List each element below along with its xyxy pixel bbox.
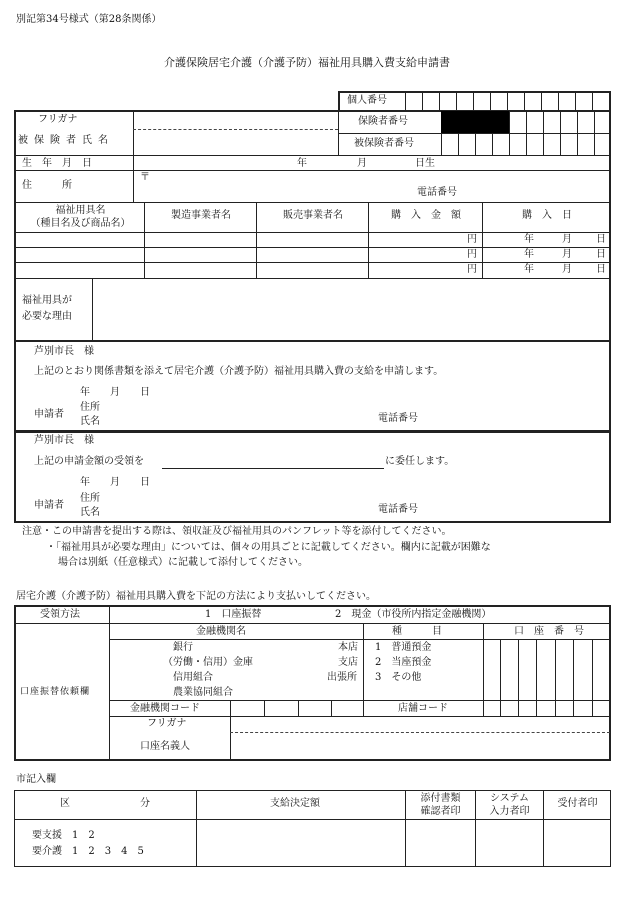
row2-year: 年 [524,249,534,260]
col-date-header: 購 入 日 [522,210,572,221]
insured-number-label: 被保険者番号 [354,138,414,149]
request-statement: 上記のとおり関係書類を添えて居宅介護（介護予防）福祉用具購入費の支給を申請します。 [34,366,444,377]
col-seller-header: 販売事業者名 [283,210,343,221]
reason-label: 福祉用具が 必要な理由 [22,295,72,322]
insurer-number-redaction [441,111,509,133]
delegation-addressee: 芦別市長 様 [34,435,94,446]
account-type-1: 2 当座預金 [375,657,432,668]
city-col-receiver: 受付者印 [557,798,598,809]
account-type-2: 3 その他 [375,672,422,683]
row1-month: 月 [562,234,572,245]
method-label: 受領方法 [40,609,80,620]
transfer-label: 口座振替依頼欄 [20,687,91,697]
bank-type-2: 信用組合 [173,672,213,683]
branch-code-label: 店舗コード [398,703,448,714]
birth-label: 生 年 月 日 [22,158,92,169]
city-col-docs: 添付書類 確認者印 [420,793,461,817]
city-section-title: 市記入欄 [16,774,56,785]
row1-day: 日 [596,234,606,245]
delegation-name-label: 氏名 [80,507,100,518]
bank-header: 金融機関名 [196,626,246,637]
city-col-category: 区 分 [60,798,150,809]
request-addressee: 芦別市長 様 [34,346,94,357]
postal-mark: 〒 [140,172,150,183]
request-address-label: 住所 [80,402,100,413]
city-support-line: 要支援 1 2 [32,830,95,841]
insurer-number-label: 保険者番号 [358,116,408,127]
request-section [14,340,611,432]
birth-year: 年 [297,158,307,169]
furigana-label: フリガナ [38,114,78,125]
bank-type-3: 農業協同組合 [173,687,233,698]
request-date: 年 月 日 [80,387,150,398]
branch-type-2: 出張所 [327,672,357,683]
address-label: 住 所 [22,180,72,191]
row2-day: 日 [596,249,606,260]
row1-yen: 円 [467,234,477,245]
note-line-1: 注意・この申請書を提出する際は、領収証及び福祉用具のパンフレット等を添付してください。 [22,526,452,537]
request-name-label: 氏名 [80,416,100,427]
account-header: 口 座 番 号 [514,626,584,637]
note-line-2: ・「福祉用具が必要な理由」については、個々の用具ごとに記載してください。欄内に記載が困難な [46,542,491,553]
branch-type-0: 本店 [338,642,358,653]
delegation-statement-prefix: 上記の申請金額の受領を [34,456,144,467]
delegation-applicant-label: 申請者 [34,500,64,511]
request-phone-label: 電話番号 [378,413,418,424]
phone-label: 電話番号 [417,187,457,198]
note-line-3: 場合は別紙（任意様式）に記載して添付してください。 [58,557,308,568]
row3-yen: 円 [467,264,477,275]
delegation-statement-suffix: に委任します。 [385,456,455,467]
account-type-0: 1 普通預金 [375,642,432,653]
birth-month: 月 [357,158,367,169]
row3-month: 月 [562,264,572,275]
bank-type-1: （労働・信用）金庫 [163,657,253,668]
col-manufacturer-header: 製造事業者名 [171,210,231,221]
payment-intro: 居宅介護（介護予防）福祉用具購入費を下記の方法により支払いしてください。 [16,591,376,602]
row1-year: 年 [524,234,534,245]
insured-name-label: 被保険者氏名 [18,135,114,146]
city-col-system: システム 入力者印 [489,793,530,817]
delegation-phone-label: 電話番号 [378,504,418,515]
method-option-1: 1 口座振替 [205,609,262,620]
birth-day: 日生 [415,158,435,169]
col-item-header: 福祉用具名 （種目名及び商品名） [30,205,131,229]
delegation-address-label: 住所 [80,493,100,504]
form-number: 別記第34号様式（第28条関係） [16,14,162,25]
row2-yen: 円 [467,249,477,260]
type-header: 種 目 [392,626,442,637]
bank-type-0: 銀行 [173,642,193,653]
row3-year: 年 [524,264,534,275]
holder-furigana-label: フリガナ [147,718,187,729]
city-care-line: 要介護 1 2 3 4 5 [32,846,144,857]
request-applicant-label: 申請者 [34,409,64,420]
col-amount-header: 購 入 金 額 [391,210,461,221]
personal-number-label: 個人番号 [347,95,387,106]
branch-type-1: 支店 [338,657,358,668]
delegation-date: 年 月 日 [80,477,150,488]
form-title: 介護保険居宅介護（介護予防）福祉用具購入費支給申請書 [164,56,450,69]
row2-month: 月 [562,249,572,260]
method-option-2: 2 現金（市役所内指定金融機関） [335,609,492,620]
city-col-decision: 支給決定額 [270,798,320,809]
account-holder-label: 口座名義人 [140,741,190,752]
bank-code-label: 金融機関コード [130,703,200,714]
row3-day: 日 [596,264,606,275]
